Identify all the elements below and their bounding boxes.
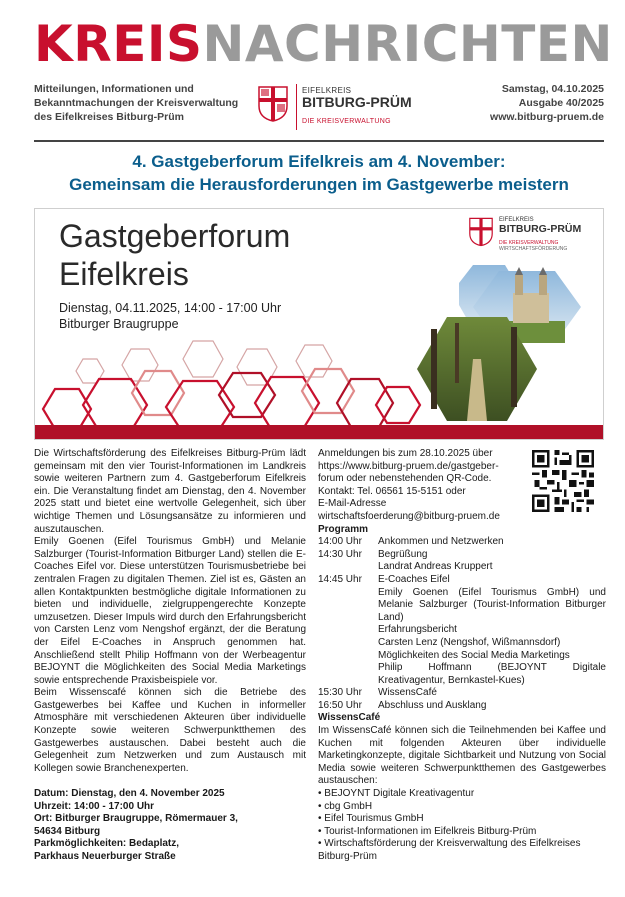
masthead — [34, 14, 613, 74]
program-text: Begrüßung — [378, 548, 428, 560]
registration-info — [318, 448, 523, 511]
banner-red-bar — [35, 425, 604, 439]
participant-item: • Tourist-Informationen im Eifelkreis Bitburg-Prüm — [318, 825, 537, 837]
participant-item: • Eifel Tourismus GmbH — [318, 813, 424, 825]
wissenscafe-text: Im WissensCafé können sich die Teilnehmenden bei Kaffee und Kuchen mit folgenden Akteuren über individuelle Marketingkonzepte, digitale Sichtbarkeit und Nutzung von Social Media sowie weiteren Schwerpunktthemen des Gastgewerbes austauschen: — [318, 725, 606, 787]
wissenscafe-heading: WissensCafé — [318, 712, 381, 724]
program-text: Abschluss und Ausklang — [378, 699, 487, 711]
program-text: Ankommen und Netzwerken — [378, 536, 504, 548]
program-row — [318, 637, 606, 650]
program-row — [318, 587, 606, 625]
fact-line: Parkhaus Neuerburger Straße — [34, 851, 176, 862]
participant-item: • BEJOYNT Digitale Kreativagentur — [318, 788, 475, 800]
program-text: Emily Goenen (Eifel Tourismus GmbH) und Melanie Salzburger (Tourist-Information Bitburger Land) — [378, 586, 606, 623]
program-time: 16:50 Uhr — [318, 699, 362, 711]
coat-of-arms-icon — [258, 86, 288, 122]
program-time — [318, 637, 378, 650]
program-heading: Programm — [318, 523, 369, 535]
registration-line: forum oder nebenstehenden QR-Code. — [318, 473, 492, 485]
paragraph: Emily Goenen (Eifel Tourismus GmbH) und Melanie Salzburger (Tourist-Information Bitburger Land) stellen die E-Coaches Eifel vor. Diese unterstützen Tourismusbetriebe bei zentralen Fragen zu digitalen Themen. Ziel ist es, Gästen an allen Kontaktpunkten bestmögliche digitale Informationen zu bieten und individuelle, zielgruppengerechte Konzepte umzusetzen. Dieser Impuls wird durch den Erfahrungsbericht von Carsten Lenz vom Nengshof ergänzt, der die Beratung der Eifel E-Coaches in Anspruch genommen hat. Anschließend stellt Philip Hoffmann von der Werbeagentur BEJOYNT die Möglichkeiten des Social Media Marketings sowie entsprechende Praxisbeispiele vor. — [34, 536, 306, 686]
program-text: Landrat Andreas Kruppert — [378, 561, 493, 573]
program-time: 14:45 Uhr — [318, 573, 362, 585]
event-banner — [34, 208, 604, 440]
program-text: E-Coaches Eifel — [378, 573, 450, 585]
registration-line: Anmeldungen bis zum 28.10.2025 über — [318, 448, 493, 459]
banner-title — [59, 217, 290, 293]
program-text: Philip Hoffmann (BEJOYNT Digitale Kreativagentur, Bernkastel-Kues) — [378, 662, 606, 686]
program-row — [318, 561, 606, 574]
program-row — [318, 536, 606, 549]
hexagon-pattern-red — [43, 369, 420, 433]
qr-code-icon[interactable] — [532, 450, 594, 512]
article-headline — [34, 150, 604, 196]
banner-logo-line: WIRTSCHAFTSFÖRDERUNG — [499, 246, 568, 252]
district-logo — [258, 84, 428, 128]
participant-list — [318, 788, 606, 864]
program-time: 15:30 Uhr — [318, 687, 362, 699]
description-line: Mitteilungen, Informationen und — [34, 83, 194, 95]
subhead — [34, 82, 604, 136]
logo-eifelkreis: EIFELKREIS — [302, 86, 352, 95]
headline-line: 4. Gastgeberforum Eifelkreis am 4. November: — [132, 152, 506, 171]
program-row — [318, 687, 606, 700]
banner-logo — [469, 215, 595, 255]
event-facts — [34, 788, 306, 864]
program-time — [318, 624, 378, 637]
participant-item: • Wirtschaftsförderung der Kreisverwaltung des Eifelkreises Bitburg-Prüm — [318, 838, 581, 862]
program-time: 14:30 Uhr — [318, 548, 362, 560]
banner-logo-line: DIE KREISVERWALTUNG — [499, 240, 559, 246]
fact-line: Datum: Dienstag, den 4. November 2025 — [34, 788, 225, 800]
participant-item: • cbg GmbH — [318, 800, 373, 812]
program-text: Möglichkeiten des Social Media Marketings — [378, 649, 570, 661]
description-line: Bekanntmachungen der Kreisverwaltung — [34, 97, 239, 109]
fact-line: Parkmöglichkeiten: Bedaplatz, — [34, 838, 180, 850]
article-left-column — [34, 448, 306, 864]
program-time — [318, 662, 378, 687]
logo-bitburg-pruem: BITBURG-PRÜM — [302, 94, 412, 110]
article-right-column — [318, 448, 606, 864]
logo-kreisverwaltung: DIE KREISVERWALTUNG — [302, 118, 391, 125]
program-text: Carsten Lenz (Nengshof, Wißmannsdorf) — [378, 636, 561, 648]
banner-date: Dienstag, 04.11.2025, 14:00 - 17:00 Uhr — [59, 301, 282, 315]
email-link[interactable]: wirtschaftsfoerderung@bitburg-pruem.de — [318, 510, 500, 522]
registration-link[interactable]: https://www.bitburg-pruem.de/gastgeber- — [318, 460, 499, 472]
program-row — [318, 700, 606, 713]
fact-line: 54634 Bitburg — [34, 825, 101, 837]
banner-venue: Bitburger Braugruppe — [59, 317, 179, 331]
paragraph: Die Wirtschaftsförderung des Eifelkreises Bitburg-Prüm lädt gemeinsam mit den vier Tourist-Informationen im Landkreis sowie weiteren Partnern zum 4. Gastgeberforum Eifelkreis ein. Die Veranstaltung findet am Dienstag, den 4. November 2025 statt und bietet eine wertvolle Gelegenheit, sich über wichtige Themen und Lösungsansätze zu informieren und auszutauschen. — [34, 448, 306, 535]
masthead-kreis: KREIS — [34, 15, 203, 73]
description-line: des Eifelkreises Bitburg-Prüm — [34, 111, 184, 123]
program-row — [318, 624, 606, 637]
masthead-nachrichten: NACHRICHTEN — [202, 15, 613, 73]
issue-number: Ausgabe 40/2025 — [518, 97, 604, 109]
publication-description — [34, 82, 244, 124]
logo-divider — [296, 84, 297, 130]
registration-line: Kontakt: Tel. 06561 15-5151 oder — [318, 485, 466, 497]
fact-line: Ort: Bitburger Braugruppe, Römermauer 3, — [34, 813, 238, 825]
banner-title-line: Eifelkreis — [59, 256, 189, 292]
fact-line: Uhrzeit: 14:00 - 17:00 Uhr — [34, 800, 155, 812]
program-text: Erfahrungsbericht — [378, 624, 457, 636]
program-row — [318, 662, 606, 687]
banner-title-line: Gastgeberforum — [59, 218, 291, 254]
program-time: 14:00 Uhr — [318, 536, 362, 548]
program-row — [318, 650, 606, 663]
program-row — [318, 549, 606, 562]
paragraph: Beim Wissenscafé können sich die Betriebe des Gastgewerbes bei Kaffee und Kuchen in informeller Atmosphäre mit verschiedenen Akteuren über individuelle Konzepte sowie weiteren Schwerpunktthemen des Gastgewerbes austauschen. Dabei besteht auch die Gelegenheit zum Netzwerken und zum Austausch mit Kollegen sowie Branchenexperten. — [34, 687, 306, 774]
headline-line: Gemeinsam die Herausforderungen im Gastgewerbe meistern — [69, 175, 569, 194]
program-time — [318, 561, 378, 574]
program-time — [318, 650, 378, 663]
program-list — [318, 536, 606, 712]
banner-logo-line: EIFELKREIS — [499, 217, 534, 223]
header-rule — [34, 140, 604, 142]
coat-of-arms-icon — [469, 217, 493, 247]
website-link[interactable]: www.bitburg-pruem.de — [490, 111, 604, 123]
banner-logo-line: BITBURG-PRÜM — [499, 223, 582, 235]
issue-info — [444, 82, 604, 124]
program-text: WissensCafé — [378, 687, 437, 699]
program-row — [318, 574, 606, 587]
registration-line: E-Mail-Adresse — [318, 498, 387, 510]
issue-date: Samstag, 04.10.2025 — [501, 83, 604, 95]
program-time — [318, 587, 378, 625]
